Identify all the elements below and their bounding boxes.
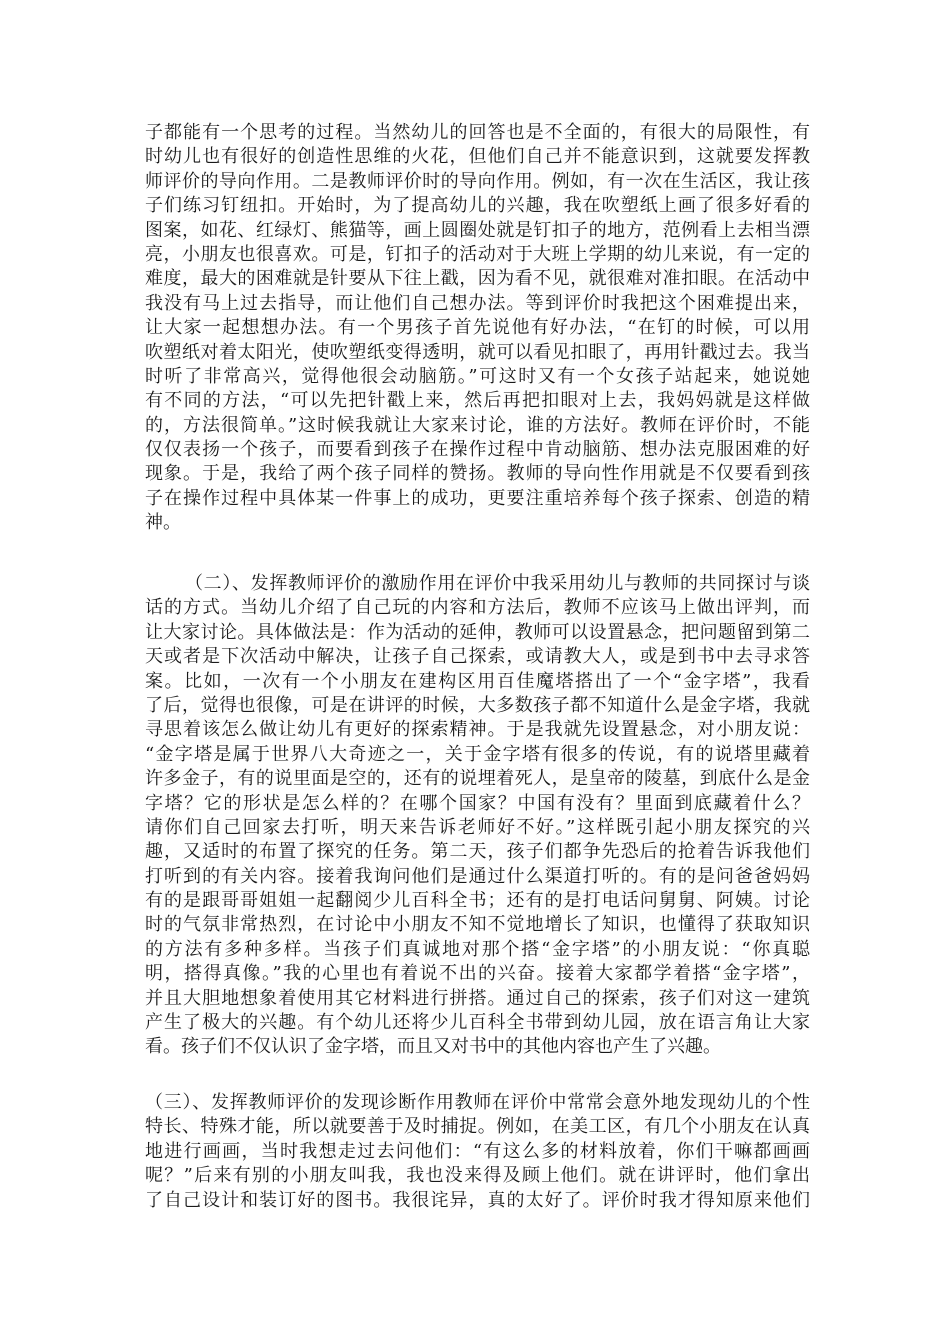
text-line: 图案，如花、红绿灯、熊猫等，画上圆圈处就是钉扣子的地方，范例看上去相当漂 bbox=[145, 219, 810, 241]
text-line: 天或者是下次活动中解决，让孩子自己探索，或请教大人，或是到书中去寻求答 bbox=[145, 646, 810, 668]
text-line: 产生了极大的兴趣。有个幼儿还将少儿百科全书带到幼儿园，放在语言角让大家 bbox=[145, 1012, 810, 1034]
text-line: 亮，小朋友也很喜欢。可是，钉扣子的活动对于大班上学期的幼儿来说，有一定的 bbox=[145, 243, 810, 265]
text-line: 有的是跟哥哥姐姐一起翻阅少儿百科全书；还有的是打电话问舅舅、阿姨。讨论 bbox=[145, 890, 810, 912]
text-line: 趣，又适时的布置了探究的任务。第二天，孩子们都争先恐后的抢着告诉我他们 bbox=[145, 841, 810, 863]
paragraph-section-2-motivation bbox=[145, 572, 810, 1060]
text-line: 时幼儿也有很好的创造性思维的火花，但他们自己并不能意识到，这就要发挥教 bbox=[145, 146, 810, 168]
text-line: 字塔？它的形状是怎么样的？在哪个国家？中国有没有？里面到底藏着什么？ bbox=[145, 792, 810, 814]
text-line: 案。比如，一次有一个小朋友在建构区用百佳魔塔搭出了一个“金字塔”，我看 bbox=[145, 670, 810, 692]
paragraph-section-3-discovery bbox=[145, 1091, 810, 1213]
text-line: 看。孩子们不仅认识了金字塔，而且又对书中的其他内容也产生了兴趣。 bbox=[145, 1036, 721, 1058]
text-line: 呢？”后来有别的小朋友叫我，我也没来得及顾上他们。就在讲评时，他们拿出 bbox=[145, 1165, 810, 1187]
text-line: 让大家一起想想办法。有一个男孩子首先说他有好办法，“在钉的时候，可以用 bbox=[145, 317, 810, 339]
section-heading-line: （三）、发挥教师评价的发现诊断作用教师在评价中常常会意外地发现幼儿的个性 bbox=[145, 1092, 810, 1113]
text-line: 子在操作过程中具体某一件事上的成功，更要注重培养每个孩子探索、创造的精 bbox=[145, 487, 810, 509]
text-line: 仅仅表扬一个孩子，而要看到孩子在操作过程中肯动脑筋、想办法克服困难的好 bbox=[145, 439, 810, 461]
text-line: 吹塑纸对着太阳光，使吹塑纸变得透明，就可以看见扣眼了，再用针戳过去。我当 bbox=[145, 341, 810, 363]
text-line: 我没有马上过去指导，而让他们自己想办法。等到评价时我把这个困难提出来， bbox=[145, 292, 810, 314]
text-line: 话的方式。当幼儿介绍了自己玩的内容和方法后，教师不应该马上做出评判，而 bbox=[145, 597, 810, 619]
text-line: 寻思着该怎么做让幼儿有更好的探索精神。于是我就先设置悬念，对小朋友说： bbox=[145, 719, 810, 741]
text-line: 明，搭得真像。”我的心里也有着说不出的兴奋。接着大家都学着搭“金字塔”， bbox=[145, 963, 810, 985]
text-line: 许多金子，有的说里面是空的，还有的说埋着死人，是皇帝的陵墓，到底什么是金 bbox=[145, 768, 810, 790]
text-line: “金字塔是属于世界八大奇迹之一，关于金字塔有很多的传说，有的说塔里藏着 bbox=[145, 743, 810, 765]
text-line: 的方法有多种多样。当孩子们真诚地对那个搭“金字塔”的小朋友说：“你真聪 bbox=[145, 938, 810, 960]
section-heading-line: （二）、发挥教师评价的激励作用在评价中我采用幼儿与教师的共同探讨与谈 bbox=[185, 573, 810, 594]
text-line: 神。 bbox=[145, 512, 181, 534]
text-line: 地进行画画，当时我想走过去问他们：“有这么多的材料放着，你们干嘛都画画 bbox=[145, 1140, 810, 1162]
text-line: 了后，觉得也很像，可是在讲评的时候，大多数孩子都不知道什么是金字塔，我就 bbox=[145, 694, 810, 716]
text-line: 子们练习钉纽扣。开始时，为了提高幼儿的兴趣，我在吹塑纸上画了很多好看的 bbox=[145, 195, 810, 217]
text-line: 让大家讨论。具体做法是：作为活动的延伸，教师可以设置悬念，把问题留到第二 bbox=[145, 621, 810, 643]
text-line: 的，方法很简单。”这时候我就让大家来讨论，谁的方法好。教师在评价时，不能 bbox=[145, 414, 810, 436]
text-line: 时的气氛非常热烈，在讨论中小朋友不知不觉地增长了知识，也懂得了获取知识 bbox=[145, 914, 810, 936]
text-line: 现象。于是，我给了两个孩子同样的赞扬。教师的导向性作用就是不仅要看到孩 bbox=[145, 463, 810, 485]
text-line: 了自己设计和装订好的图书。我很诧异，真的太好了。评价时我才得知原来他们 bbox=[145, 1189, 810, 1211]
text-line: 时听了非常高兴，觉得他很会动脑筋。”可这时又有一个女孩子站起来，她说她 bbox=[145, 365, 810, 387]
text-line: 有不同的方法，“可以先把针戳上来，然后再把扣眼对上去，我妈妈就是这样做 bbox=[145, 390, 810, 412]
text-line: 并且大胆地想象着使用其它材料进行拼搭。通过自己的探索，孩子们对这一建筑 bbox=[145, 987, 810, 1009]
text-line: 特长、特殊才能，所以就要善于及时捕捉。例如，在美工区，有几个小朋友在认真 bbox=[145, 1116, 810, 1138]
text-line: 难度，最大的困难就是针要从下往上戳，因为看不见，就很难对准扣眼。在活动中 bbox=[145, 268, 810, 290]
text-line: 请你们自己回家去打听，明天来告诉老师好不好。”这样既引起小朋友探究的兴 bbox=[145, 816, 810, 838]
text-line: 师评价的导向作用。二是教师评价时的导向作用。例如，有一次在生活区，我让孩 bbox=[145, 170, 810, 192]
text-line: 打听到的有关内容。接着我询问他们是通过什么渠道打听的。有的是问爸爸妈妈 bbox=[145, 865, 810, 887]
paragraph-teacher-guidance bbox=[145, 121, 810, 536]
text-line: 子都能有一个思考的过程。当然幼儿的回答也是不全面的，有很大的局限性，有 bbox=[145, 122, 810, 143]
